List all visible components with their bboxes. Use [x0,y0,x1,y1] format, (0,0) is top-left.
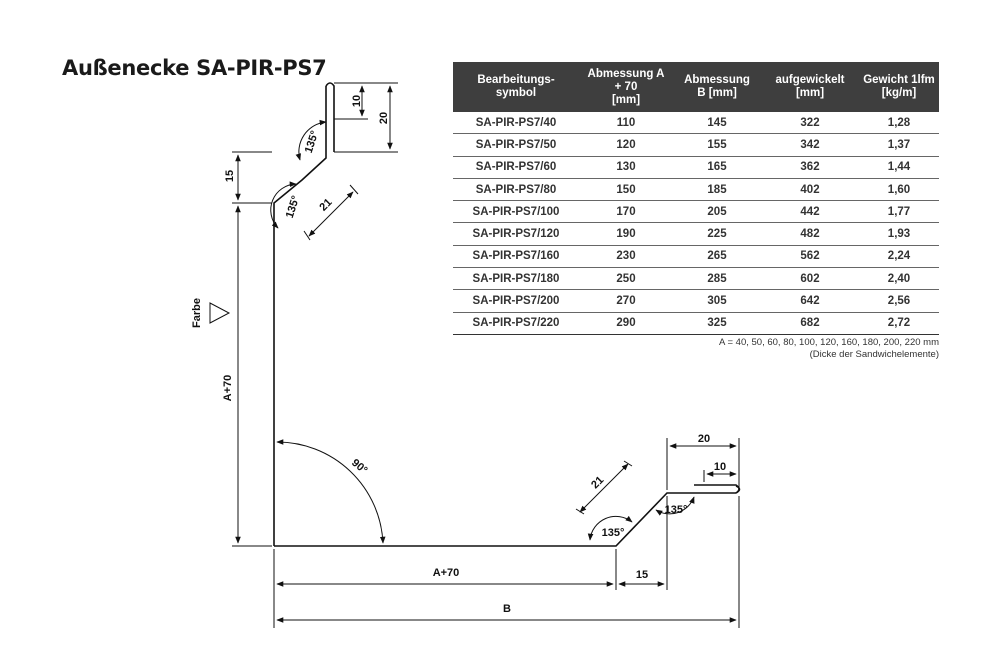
page-title: Außenecke SA-PIR-PS7 [62,56,327,80]
dim-right-fold-label: 10 [713,461,727,473]
table-cell: 1,77 [859,201,939,223]
dim-total-label: B [503,603,511,615]
table-cell: SA-PIR-PS7/160 [453,245,579,267]
table-cell: 2,24 [859,245,939,267]
header-cell-dim-a: Abmessung A + 70 [mm] [579,62,673,112]
angle-bottom-bend-label: 135° [601,527,625,539]
color-side-triangle [210,303,229,323]
table-cell: 165 [673,156,761,178]
table-row [453,268,939,290]
table-cell: 602 [761,268,859,290]
header-cell-unwound: aufgewickelt [mm] [761,62,859,112]
header-cell-symbol: Bearbeitungs- symbol [453,62,579,112]
table-row [453,178,939,200]
table-cell: SA-PIR-PS7/60 [453,156,579,178]
table-cell: 205 [673,201,761,223]
table-cell: SA-PIR-PS7/200 [453,290,579,312]
table-cell: 402 [761,178,859,200]
dimension-table [453,62,939,335]
dimension-table-wrap [453,62,939,335]
table-row [453,290,939,312]
table-cell: 190 [579,223,673,245]
dim-vertical-label: A+70 [222,374,234,402]
table-row [453,201,939,223]
thickness-note-line1: A = 40, 50, 60, 80, 100, 120, 160, 180, 200, 220 mm [719,337,939,348]
table-cell: 250 [579,268,673,290]
table-cell: 2,72 [859,312,939,334]
table-cell: SA-PIR-PS7/220 [453,312,579,334]
table-cell: 265 [673,245,761,267]
angle-corner-label: 90° [349,456,370,477]
table-cell: 1,93 [859,223,939,245]
table-row [453,134,939,156]
table-cell: 270 [579,290,673,312]
table-cell: 290 [579,312,673,334]
table-cell: SA-PIR-PS7/50 [453,134,579,156]
table-cell: 1,44 [859,156,939,178]
thickness-note [600,337,939,360]
table-cell: 322 [761,112,859,134]
angle-top-hem-label: 135° [302,129,322,155]
table-cell: 170 [579,201,673,223]
table-body [453,112,939,334]
table-cell: 362 [761,156,859,178]
angle-top-bend-label: 135° [283,194,303,220]
table-row [453,312,939,334]
thickness-note-line2: (Dicke der Sandwichelemente) [809,348,939,360]
table-cell: SA-PIR-PS7/120 [453,223,579,245]
angle-corner-arc [277,442,383,543]
table-row [453,156,939,178]
dim-top-slope-label: 21 [317,196,335,214]
table-cell: 2,56 [859,290,939,312]
table-row [453,223,939,245]
header-cell-weight: Gewicht 1lfm [kg/m] [859,62,939,112]
table-header-row [453,62,939,112]
table-cell: 130 [579,156,673,178]
table-cell: 642 [761,290,859,312]
table-cell: 150 [579,178,673,200]
table-cell: 285 [673,268,761,290]
header-cell-dim-b: Abmessung B [mm] [673,62,761,112]
table-cell: 155 [673,134,761,156]
dim-bottom-slope-label: 21 [589,474,607,492]
dim-horizontal-label: A+70 [432,567,460,579]
table-cell: 562 [761,245,859,267]
table-row [453,112,939,134]
table-row [453,245,939,267]
table-cell: 145 [673,112,761,134]
table-cell: 305 [673,290,761,312]
table-cell: SA-PIR-PS7/180 [453,268,579,290]
dim-top-fold-label: 10 [351,94,363,108]
table-cell: 225 [673,223,761,245]
table-cell: 342 [761,134,859,156]
table-cell: 120 [579,134,673,156]
table-cell: 230 [579,245,673,267]
table-cell: 1,60 [859,178,939,200]
table-cell: 682 [761,312,859,334]
table-cell: 1,37 [859,134,939,156]
dim-bottom-step-label: 15 [635,569,649,581]
table-cell: 482 [761,223,859,245]
table-cell: 442 [761,201,859,223]
table-cell: 2,40 [859,268,939,290]
dim-top-step-label: 15 [224,169,236,183]
table-cell: SA-PIR-PS7/100 [453,201,579,223]
dim-top-height-label: 20 [378,111,390,125]
dim-right-width-label: 20 [697,433,711,445]
table-cell: SA-PIR-PS7/40 [453,112,579,134]
table-cell: SA-PIR-PS7/80 [453,178,579,200]
table-cell: 185 [673,178,761,200]
table-cell: 110 [579,112,673,134]
table-cell: 325 [673,312,761,334]
table-cell: 1,28 [859,112,939,134]
color-side-label: Farbe [191,298,203,328]
angle-bottom-hem-label: 135° [664,504,688,516]
